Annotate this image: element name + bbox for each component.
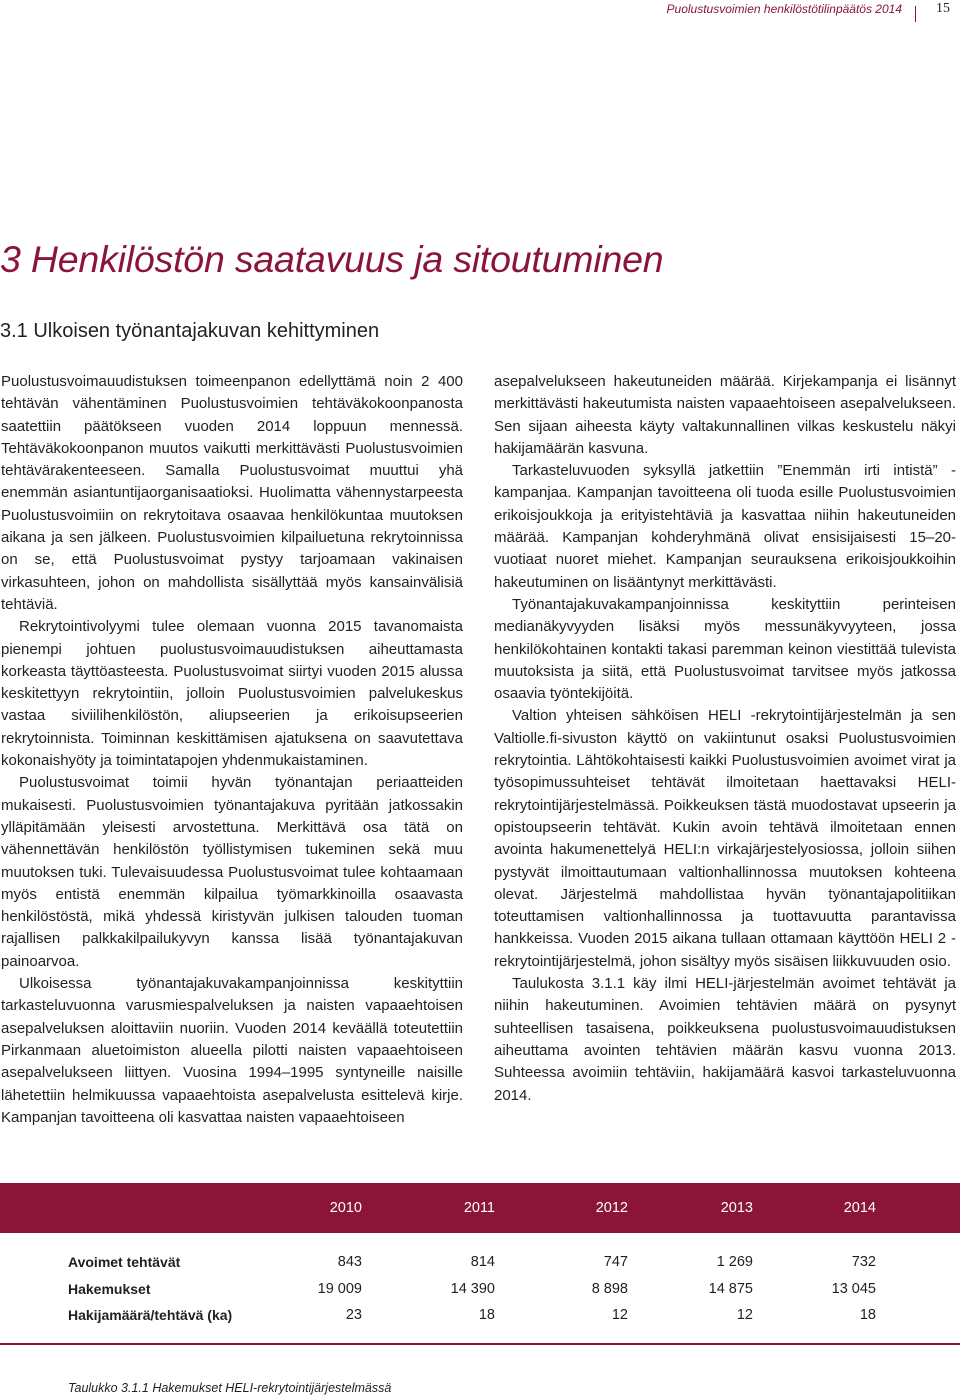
table-row-label: Hakemukset: [68, 1281, 151, 1297]
table-cell: 8 898: [591, 1281, 628, 1297]
paragraph: Tarkasteluvuoden syksyllä jatkettiin ”Enemmän irti intistä” -kampanjaa. Kampanjan tavoitteena oli tuoda esille Puolustusvoimien erikoisjoukkoja ja erityistehtäviä ja kasvattaa niihin hakeutuneiden määrää. Kampanjan kohderyhmänä olivat ensisijaisesti 15–20-vuotiaat nuoret miehet. Kampanjan seurauksena erikoisjoukkoihin hakeutuminen on lisääntynyt merkittävästi.: [494, 462, 956, 591]
table-year-header: 2010: [329, 1200, 362, 1216]
table-caption: Taulukko 3.1.1 Hakemukset HELI-rekrytointijärjestelmässä: [68, 1381, 392, 1395]
header-divider: [915, 6, 916, 22]
table-cell: 732: [851, 1254, 876, 1270]
table-cell: 14 875: [708, 1281, 753, 1297]
left-text-column: [1, 371, 463, 1129]
right-text-column: [494, 371, 956, 1107]
table-year-header: 2012: [595, 1200, 628, 1216]
paragraph: Taulukosta 3.1.1 käy ilmi HELI-järjestelmän avoimet tehtävät ja niihin hakeutuminen. Avoimien tehtävien määrä on pysynyt suhteellisen tasaisena, poikkeuksena puolustusvoimauudistuksen aiheuttama avointen tehtävien määrän kasvu vuonna 2013. Suhteessa avoimiin tehtäviin, hakijamäärä kasvoi tarkasteluvuonna 2014.: [494, 975, 956, 1104]
table-cell: 814: [470, 1254, 495, 1270]
table-cell: 843: [337, 1254, 362, 1270]
paragraph: Ulkoisessa työnantajakuvakampanjoinnissa keskityttiin tarkasteluvuonna varusmiespalveluksen ja naisten vapaaehtoisen asepalveluksen aloittaviin nuoriin. Vuoden 2014 keväällä toteutettiin Pirkanmaan aluetoimiston alueella pilotti naisten vapaaehtoiseen asepalvelukseen liittyen. Vuosina 1994–1995 syntyneille naisille lähetettiin helmikuussa vapaaehtoista asepalvelusta esittelevä kirje. Kampanjan tavoitteena oli kasvattaa naisten vapaaehtoiseen: [1, 975, 463, 1126]
table-row-label: Hakijamäärä/tehtävä (ka): [68, 1307, 233, 1323]
page-number: 15: [936, 1, 950, 16]
table-cell: 14 390: [450, 1281, 495, 1297]
table-row-label: Avoimet tehtävät: [68, 1254, 181, 1270]
paragraph: Puolustusvoimauudistuksen toimeenpanon edellyttämä noin 2 400 tehtävän vähentäminen Puolustusvoimien tehtäväkokoonpanosta saatettiin päätökseen vuoden 2014 loppuun mennessä. Tehtäväkokoonpanon muutos vaikutti merkittävästi Puolustusvoimien tehtävärakenteeseen. Samalla Puolustusvoimat muuttui yhä enemmän asiantuntijaorganisaatioksi. Huolimatta vähennystarpeesta Puolustusvoimiin on rekrytoitava osaavaa henkilökuntaa muutoksen aikana ja sen jälkeen. Puolustusvoimien kilpailuetuna rekrytoinnissa on se, että Puolustusvoimat pystyy tarjoamaan vakinaisen virkasuhteen, johon on mahdollista sisällyttää myös kansainvälisiä tehtäviä.: [1, 373, 463, 613]
table-year-header: 2013: [720, 1200, 753, 1216]
table-bottom-rule: [0, 1343, 960, 1345]
table-cell: 12: [736, 1307, 753, 1323]
table-cell: 19 009: [317, 1281, 362, 1297]
table-cell: 18: [859, 1307, 876, 1323]
table-cell: 1 269: [716, 1254, 753, 1270]
table-year-header: 2014: [843, 1200, 876, 1216]
table-cell: 13 045: [831, 1281, 876, 1297]
running-header: Puolustusvoimien henkilöstötilinpäätös 2014: [666, 2, 902, 16]
paragraph: Valtion yhteisen sähköisen HELI -rekrytointijärjestelmän ja sen Valtiolle.fi-sivuston käyttö on vakiintunut osaksi Puolustusvoimien rekrytointia. Lähtökohtaisesti kaikki Puolustusvoimien avoimet virat ja työsopimussuhteiset tehtävät ilmoitetaan haettavaksi HELI-rekrytointijärjestelmässä. Poikkeuksen tästä muodostavat upseerin ja opistoupseerin tehtävät. Kukin avoin tehtävä ilmoitetaan ennen avointa hakumenettelyä HELI:n virkajärjestelyosiossa, jolloin siihen pystyvät ilmoittautumaan valtionhallinnossa muutoksen kohteena olevat. Järjestelmä mahdollistaa hyvän työnantajapolitiikan toteuttamisen valtionhallinnossa ja tuottavuutta parantavissa hankkeissa. Vuoden 2015 aikana tullaan ottamaan käyttöön HELI 2 -rekrytointijärjestelmä, johon sisältyy myös sisäisen liikkuvuuden osio.: [494, 707, 956, 970]
table-year-header: 2011: [463, 1200, 495, 1216]
chapter-title: 3 Henkilöstön saatavuus ja sitoutuminen: [0, 238, 664, 280]
section-title: 3.1 Ulkoisen työnantajakuvan kehittyminen: [0, 320, 380, 342]
table-cell: 18: [478, 1307, 495, 1323]
table-cell: 23: [345, 1307, 362, 1323]
paragraph: Puolustusvoimat toimii hyvän työnantajan periaatteiden mukaisesti. Puolustusvoimien työnantajakuva pyritään jatkossakin ylläpitämään yleisesti arvostettuna. Merkittävä osa tätä on vähennettävän henkilöstön työllistymisen tukeminen sekä muu muutoksen tuki. Tulevaisuudessa Puolustusvoimat tulee kohtaamaan myös entistä enemmän kilpailua työmarkkinoilla osaavasta henkilöstöstä, mikä yhdessä kiristyvän julkisen talouden tuoman rajallisen palkkakilpailukyvyn kanssa lisää työnantajakuvan painoarvoa.: [1, 774, 463, 970]
paragraph: Rekrytointivolyymi tulee olemaan vuonna 2015 tavanomaista pienempi johtuen puolustusvoimauudistuksen aiheuttamasta korkeasta täyttöasteesta. Puolustusvoimat siirtyi vuoden 2015 alussa keskitettyyn rekrytointiin, jolloin Puolustusvoimien palvelukeskus vastaa siviilihenkilöstön, aliupseerien ja erikoisupseerien rekrytoinnista. Toiminnan keskittämisen ajatuksena on saavutettava kokonaishyöty ja toimintatapojen yhdenmukaistaminen.: [1, 618, 463, 770]
paragraph: asepalvelukseen hakeutuneiden määrää. Kirjekampanja ei lisännyt merkittävästi hakeutumista naisten vapaaehtoiseen asepalvelukseen. Sen sijaan aiheesta käyty valtakunnallinen vilkas keskustelu näkyi hakijamäärän kasvuna.: [494, 373, 956, 457]
paragraph: Työnantajakuvakampanjoinnissa keskityttiin perinteisen medianäkyvyyden lisäksi myös messunäkyvyyteen, jossa henkilökohtainen kontakti takasi paremman keinon viestittää tulevista muutoksista ja siitä, että Puolustusvoimat tarvitsee myös jatkossa osaavia työntekijöitä.: [494, 595, 956, 703]
table-cell: 747: [603, 1254, 628, 1270]
table-cell: 12: [611, 1307, 628, 1323]
